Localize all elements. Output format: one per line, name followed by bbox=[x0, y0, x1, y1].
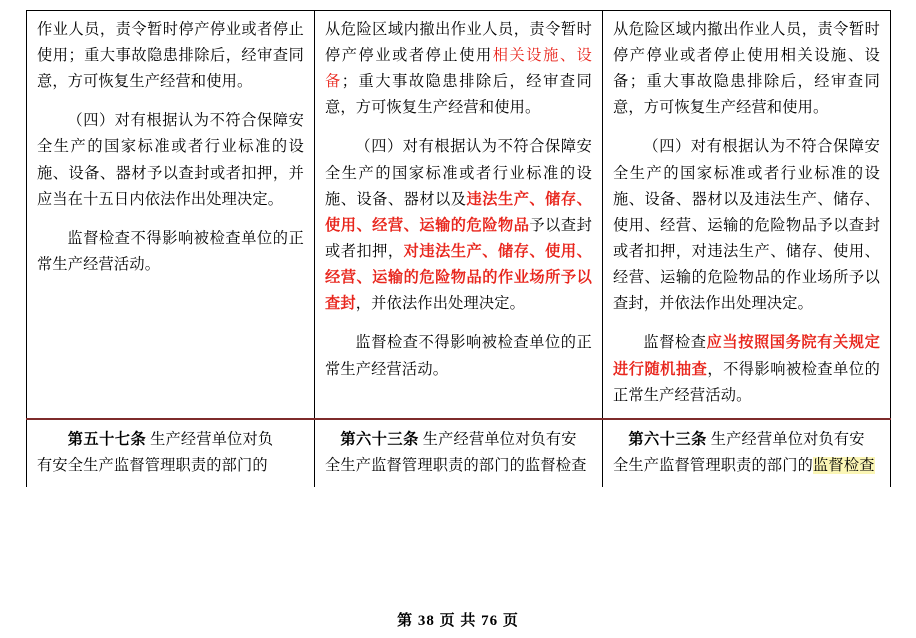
paragraph: （四）对有根据认为不符合保障安全生产的国家标准或者行业标准的设施、设备、器材予以查封或者扣押，并应当在十五日内依法作出处理决定。 bbox=[37, 112, 304, 208]
paragraph: 监督检查不得影响被检查单位的正常生产经营活动。 bbox=[37, 229, 304, 273]
paragraph bbox=[325, 134, 592, 317]
text-run: ；重大事故隐患排除后，经审查同意，方可恢复生产经营和使用。 bbox=[325, 73, 593, 117]
cell-revision-marked bbox=[315, 11, 603, 419]
paragraph: 从危险区域内撤出作业人员，责令暂时停产停业或者停止使用相关设施、设备；重大事故隐患排除后，经审查同意，方可恢复生产经营和使用。 bbox=[613, 21, 880, 117]
paragraph bbox=[325, 427, 592, 453]
footer-middle: 页 共 bbox=[439, 613, 477, 629]
article-number: 第六十三条 bbox=[340, 430, 419, 448]
text-run: 全生产监督管理职责的部门的 bbox=[613, 456, 814, 474]
text-run-revision: 违法生产、储存、使用、经营、运输的危险物品 bbox=[325, 190, 592, 234]
article-number: 第五十七条 bbox=[67, 430, 147, 448]
text-run: ，并依法作出处理决定。 bbox=[355, 295, 526, 313]
text-run: 生产经营单位对负 bbox=[150, 430, 274, 448]
cell-new-law bbox=[603, 11, 891, 419]
footer-total-pages: 76 bbox=[481, 613, 499, 629]
cell-old-law bbox=[27, 11, 315, 419]
footer-page-number: 38 bbox=[417, 613, 435, 629]
paragraph bbox=[37, 427, 304, 453]
table-row bbox=[27, 11, 891, 419]
paragraph: 监督检查不得影响被检查单位的正常生产经营活动。 bbox=[325, 334, 592, 378]
text-run: ，不得影响被检查单位的正常生产经营活动。 bbox=[613, 360, 881, 404]
page-footer bbox=[0, 609, 916, 630]
paragraph: 全生产监督管理职责的部门的监督检查 bbox=[325, 456, 587, 474]
text-run: 生产经营单位对负有安 bbox=[710, 430, 865, 448]
text-run: 生产经营单位对负有安 bbox=[422, 430, 577, 448]
text-run-revision: 对违法生产、储存、使用、经营、运输的危险物品的作业场所予以查封 bbox=[325, 243, 593, 313]
table-row-article bbox=[27, 419, 891, 487]
paragraph: （四）对有根据认为不符合保障安全生产的国家标准或者行业标准的设施、设备、器材以及违法生产、储存、使用、经营、运输的危险物品予以查封或者扣押，对违法生产、储存、使用、经营、运输的危险物品的作业场所予以查封，并依法作出处理决定。 bbox=[613, 138, 880, 313]
paragraph bbox=[613, 427, 880, 453]
cell-revision-marked-article bbox=[315, 419, 603, 487]
text-run-revision: 相关设施、设备 bbox=[325, 47, 593, 91]
comparison-table bbox=[26, 10, 890, 487]
text-run: 予以查封或者扣押， bbox=[325, 216, 592, 261]
text-run-revision: 应当按照国务院有关规定进行随机抽查 bbox=[613, 334, 880, 378]
text-run: 监督检查 bbox=[643, 334, 707, 352]
article-number: 第六十三条 bbox=[628, 430, 707, 448]
paragraph bbox=[613, 453, 880, 479]
paragraph: 作业人员，责令暂时停产停业或者停止使用；重大事故隐患排除后，经审查同意，方可恢复生产经营和使用。 bbox=[37, 21, 304, 91]
text-run: 从危险区域内撤出作业人员，责令暂时停产停业或者停止使用 bbox=[325, 21, 592, 65]
paragraph: 有安全生产监督管理职责的部门的 bbox=[37, 456, 268, 474]
text-run: （四）对有根据认为不符合保障安全生产的国家标准或者行业标准的设施、设备、器材以及 bbox=[325, 138, 592, 208]
cell-old-law-article bbox=[27, 419, 315, 487]
footer-prefix: 第 bbox=[397, 613, 414, 629]
paragraph bbox=[325, 17, 592, 122]
text-run-highlight: 监督检查 bbox=[813, 456, 875, 474]
footer-suffix: 页 bbox=[502, 613, 519, 629]
paragraph bbox=[613, 330, 880, 408]
cell-new-law-article bbox=[603, 419, 891, 487]
